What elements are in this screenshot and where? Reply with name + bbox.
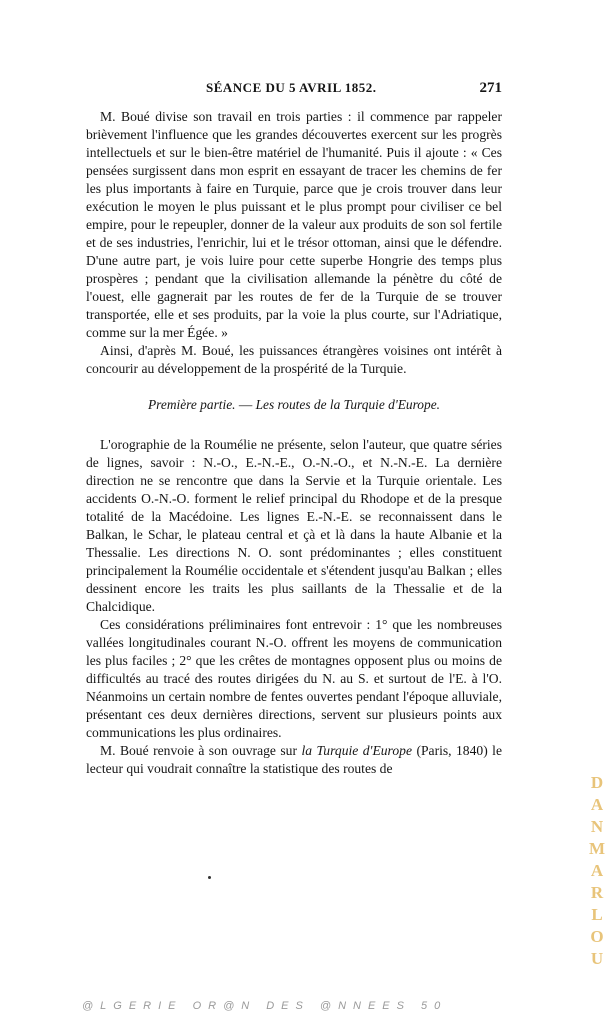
watermark-letter: U [590, 949, 604, 968]
page-header [86, 80, 502, 100]
stray-dot [208, 876, 211, 879]
page-number: 271 [479, 80, 502, 96]
watermark-letter: N [590, 817, 604, 836]
last-paragraph-end: (Paris, 1840) le lecteur qui voudrait connaître la statistique des routes de [86, 743, 502, 776]
section-part: Première partie. [148, 397, 236, 412]
running-head: SÉANCE DU 5 AVRIL 1852. [206, 80, 377, 95]
paragraph: Ainsi, d'après M. Boué, les puissances étrangères voisines ont intérêt à concourir au développement de la prospérité de la Turquie. [86, 343, 502, 376]
section-title-text: Les routes de la Turquie d'Europe. [255, 397, 440, 412]
paragraph: M. Boué divise son travail en trois parties : il commence par rappeler brièvement l'influence que les grandes découvertes exercent sur les progrès intellectuels et sur le bien-être matériel de l'humanité. Puis il ajoute : « Ces pensées surgissent dans mon esprit en essayant de tracer les chemins de fer les plus importants à faire en Turquie, parce que je crois trouver dans leur exécution le moyen le plus puissant et le plus prompt pour civiliser ce bel empire, pour le repeupler, donner de la valeur aux produits de son sol fertile et de ses industries, l'enrichir, lui et le trésor ottoman, ainsi que le défendre. D'une autre part, je vois luire pour cette superbe Hongrie des temps plus prospères ; pendant que la civilisation allemande la pénètre du côté de l'ouest, elle gagnerait par les routes de fer de la Turquie de se trouver transportée, elle et ses produits, par la voie la plus courte, sur l'Adriatique, comme sur la mer Égée. » [86, 109, 502, 340]
watermark-letter: O [590, 927, 604, 946]
watermark-letter: D [590, 773, 604, 792]
footer-watermark: @LGERIE OR@N DES @NNEES 50 [82, 1000, 448, 1012]
page-body [86, 108, 502, 778]
last-paragraph-start: M. Boué renvoie à son ouvrage sur [100, 743, 302, 758]
paragraph: Ces considérations préliminaires font entrevoir : 1° que les nombreuses vallées longitudinales courant N.-O. offrent les moyens de communication les plus faciles ; 2° que les crêtes de montagnes opposent plus ou moins de difficultés au tracé des routes dirigées du N. au S. et surtout de l'E. à l'O. Néanmoins un certain nombre de fentes ouvertes pendant l'époque alluviale, présentant ces deux dernières directions, servent sur plusieurs points aux communications les plus ordinaires. [86, 617, 502, 740]
watermark-letter: M [588, 839, 606, 858]
watermark-letter: R [590, 883, 604, 902]
paragraph: L'orographie de la Roumélie ne présente, selon l'auteur, que quatre séries de lignes, savoir : N.-O., E.-N.-E., O.-N.-O., et N.-N.-E. La dernière direction ne se rencontre que dans la Servie et la Turquie orientale. Les accidents O.-N.-O. forment le relief principal du Rhodope et de la presque totalité de la Macédoine. Les lignes E.-N.-E. se reconnaissent dans le Balkan, le Schar, le plateau central et çà et là dans la haute Albanie et la Thessalie. Les directions N. O. sont prédominantes ; elles constituent principalement la Roumélie occidentale et s'étendent jusqu'au Balkan ; elles dessinent encore les traits les plus saillants de la Thessalie et de la Chalcidique. [86, 437, 502, 614]
watermark-letter: L [591, 905, 603, 924]
paragraph-last [86, 742, 502, 778]
section-heading [86, 396, 502, 414]
vertical-watermark [586, 772, 608, 970]
section-separator: — [235, 397, 256, 412]
watermark-letter: A [590, 861, 604, 880]
book-title: la Turquie d'Europe [301, 743, 412, 758]
watermark-letter: A [590, 795, 604, 814]
